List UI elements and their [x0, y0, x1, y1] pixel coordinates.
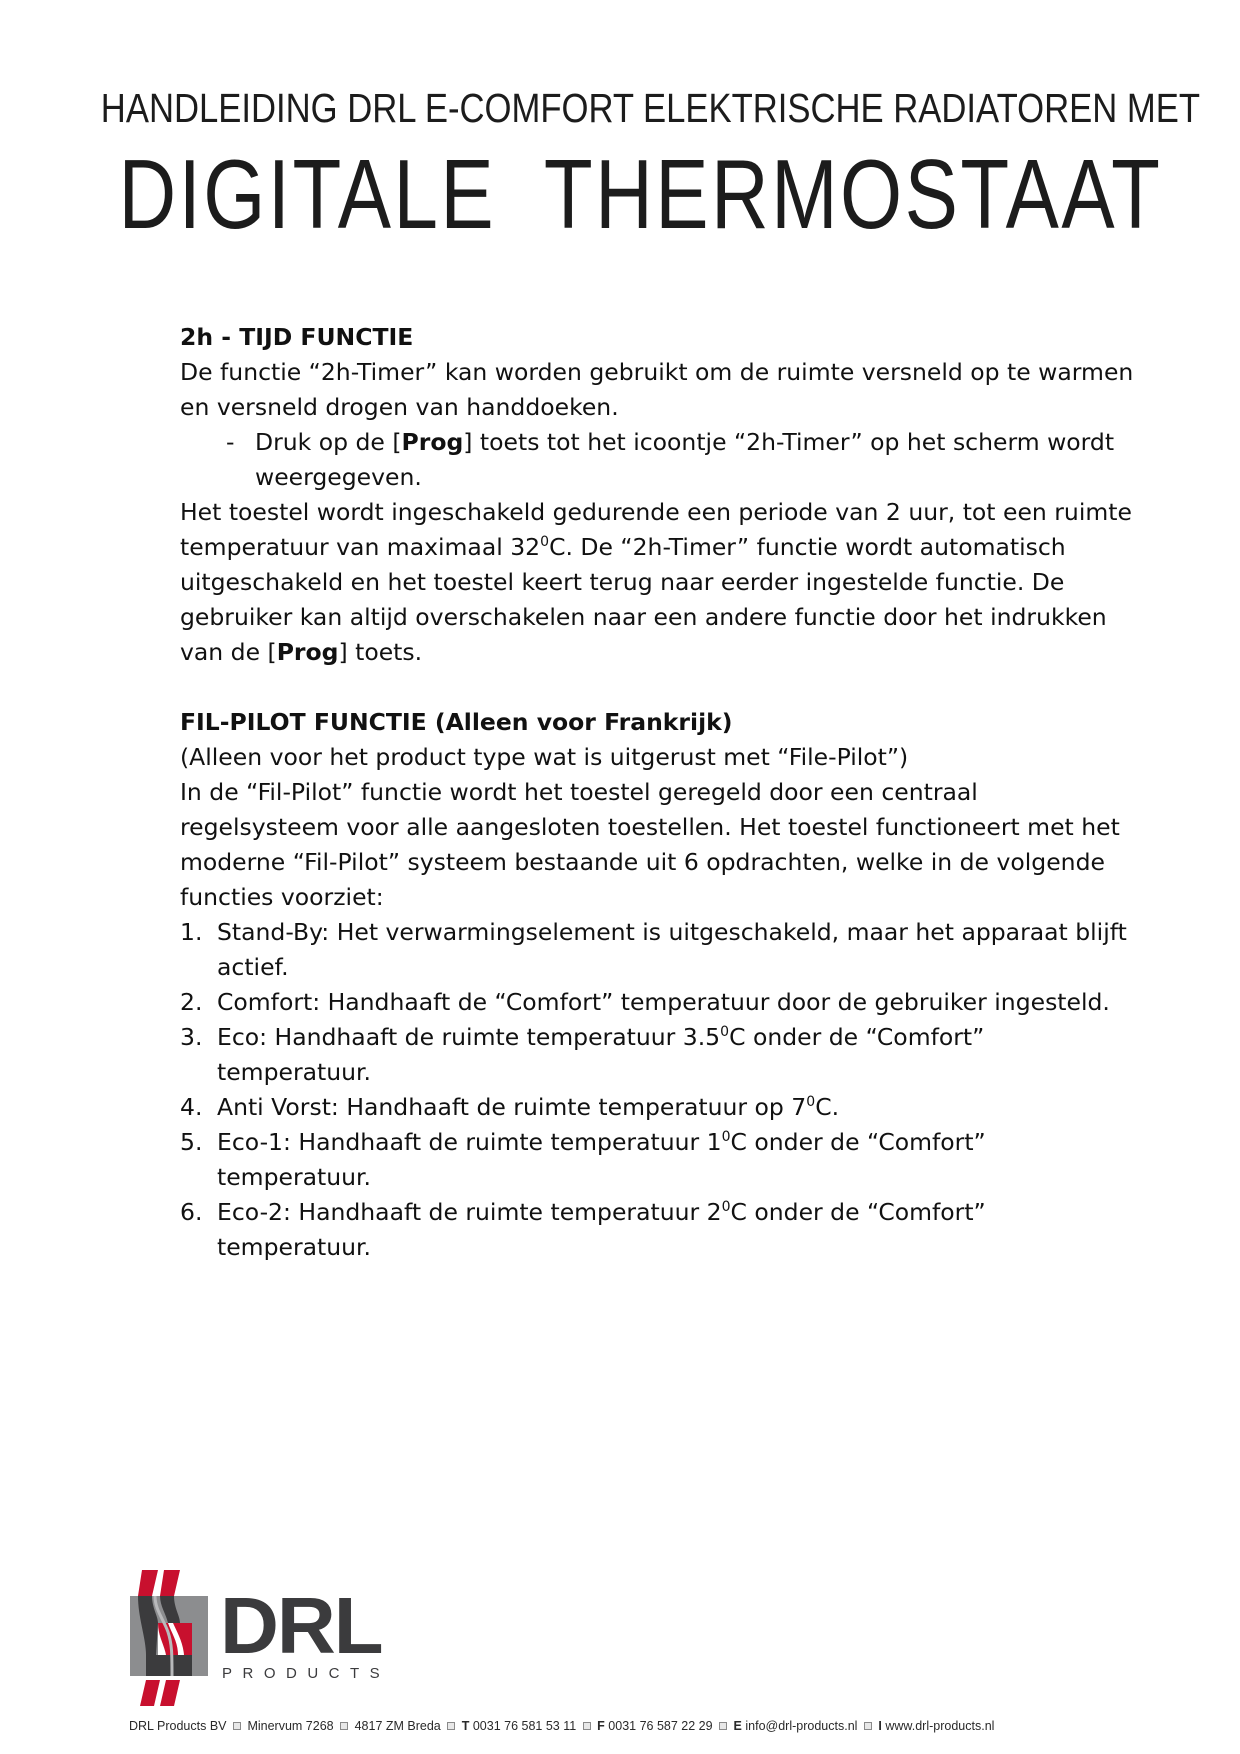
footer-website-link[interactable]: www.drl-products.nl: [885, 1719, 995, 1733]
degree-symbol: 0: [806, 1094, 816, 1110]
footer-email-link[interactable]: info@drl-products.nl: [745, 1719, 858, 1733]
footer-phone-label: T: [461, 1719, 470, 1733]
list-item-text: Comfort: Handhaaft de “Comfort” temperatuur door de gebruiker ingesteld.: [217, 988, 1110, 1016]
drl-products-logo: [128, 1568, 408, 1708]
footer-phone: 0031 76 581 53 11: [472, 1719, 577, 1733]
section-2h-step: [180, 425, 1140, 495]
list-item-text: Eco: Handhaaft de ruimte temperatuur 3.5: [217, 1023, 721, 1051]
section-2h-intro: De functie “2h-Timer” kan worden gebruikt om de ruimte versneld op te warmen en versneld drogen van handdoeken.: [180, 358, 1134, 421]
body-part-1: Het toestel wordt ingeschakeld gedurende een periode van 2 uur, tot een ruimte temperatuur van maximaal 32: [180, 498, 1132, 561]
separator-square-icon: [340, 1722, 348, 1730]
list-item: [180, 985, 1140, 1020]
separator-square-icon: [583, 1722, 591, 1730]
footer-street: Minervum 7268: [247, 1719, 334, 1733]
section-spacer: [180, 670, 1140, 705]
fil-pilot-function-list: [180, 915, 1140, 1265]
list-number: 6.: [180, 1198, 203, 1226]
footer-fax: 0031 76 587 22 29: [608, 1719, 713, 1733]
section-2h-body: [180, 495, 1140, 670]
list-item-text-after: C onder de “Comfort” temperatuur.: [217, 1023, 985, 1086]
section-fil-pilot: [180, 705, 1140, 1265]
footer-city: 4817 ZM Breda: [354, 1719, 441, 1733]
list-number: 5.: [180, 1128, 203, 1156]
footer-company: DRL Products BV: [129, 1719, 227, 1733]
dash-bullet: -: [226, 428, 235, 456]
list-item-text: Stand-By: Het verwarmingselement is uitgeschakeld, maar het apparaat blijft actief.: [217, 918, 1127, 981]
list-number: 2.: [180, 988, 203, 1016]
footer-email-label: E: [733, 1719, 742, 1733]
list-item-text: Anti Vorst: Handhaaft de ruimte temperatuur op 7: [217, 1093, 807, 1121]
footer-contact-line: [129, 1718, 994, 1734]
document-title-line-1: [0, 84, 1240, 132]
list-item-text-after: C.: [815, 1093, 840, 1121]
document-body: [180, 320, 1140, 1265]
degree-symbol: 0: [540, 534, 550, 550]
list-number: 4.: [180, 1093, 203, 1121]
prog-key-label: Prog: [276, 638, 339, 666]
footer-web-label: I: [878, 1719, 882, 1733]
list-item: [180, 915, 1140, 985]
list-item: [180, 1090, 1140, 1125]
separator-square-icon: [719, 1722, 727, 1730]
fil-pilot-note: (Alleen voor het product type wat is uitgerust met “File-Pilot”): [180, 743, 909, 771]
list-item: [180, 1125, 1140, 1195]
list-item-text-after: C onder de “Comfort” temperatuur.: [217, 1198, 986, 1261]
list-item: [180, 1195, 1140, 1265]
section-heading-fil-pilot: FIL-PILOT FUNCTIE (Alleen voor Frankrijk): [180, 708, 733, 736]
step-suffix: ] toets tot het icoontje “2h-Timer” op het scherm wordt weergegeven.: [255, 428, 1115, 491]
fil-pilot-intro: In de “Fil-Pilot” functie wordt het toestel geregeld door een centraal regelsysteem voor alle aangesloten toestellen. Het toestel functioneert met het moderne “Fil-Pilot” systeem bestaande uit 6 opdrachten, welke in de volgende functies voorziet:: [180, 778, 1120, 911]
degree-symbol: 0: [721, 1199, 731, 1215]
document-title-line-2: [0, 139, 1240, 249]
body-part-3: ] toets.: [338, 638, 423, 666]
logo-wordmark: DRL: [220, 1581, 382, 1670]
list-item: [180, 1020, 1140, 1090]
list-number: 3.: [180, 1023, 203, 1051]
drl-logo-mark-icon: [128, 1568, 218, 1708]
title-line-2-text: DIGITALE THERMOSTAAT: [118, 139, 1163, 249]
list-item-text-after: C onder de “Comfort” temperatuur.: [217, 1128, 986, 1191]
step-prefix: Druk op de [: [255, 428, 402, 456]
separator-square-icon: [447, 1722, 455, 1730]
list-number: 1.: [180, 918, 203, 946]
footer-fax-label: F: [597, 1719, 605, 1733]
separator-square-icon: [864, 1722, 872, 1730]
separator-square-icon: [233, 1722, 241, 1730]
logo-tagline: PRODUCTS: [222, 1665, 391, 1682]
list-item-text: Eco-2: Handhaaft de ruimte temperatuur 2: [217, 1198, 722, 1226]
degree-symbol: 0: [720, 1024, 730, 1040]
body-part-2: C. De “2h-Timer” functie wordt automatisch uitgeschakeld en het toestel keert terug naar eerder ingestelde functie. De gebruiker kan altijd overschakelen naar een andere functie door het indrukken van de [: [180, 533, 1107, 666]
section-2h-timer: [180, 320, 1140, 670]
title-line-1-text: HANDLEIDING DRL E-COMFORT ELEKTRISCHE RADIATOREN MET: [100, 85, 1200, 131]
list-item-text: Eco-1: Handhaaft de ruimte temperatuur 1: [217, 1128, 722, 1156]
degree-symbol: 0: [721, 1129, 731, 1145]
prog-key-label: Prog: [401, 428, 464, 456]
section-heading-2h: 2h - TIJD FUNCTIE: [180, 323, 414, 351]
